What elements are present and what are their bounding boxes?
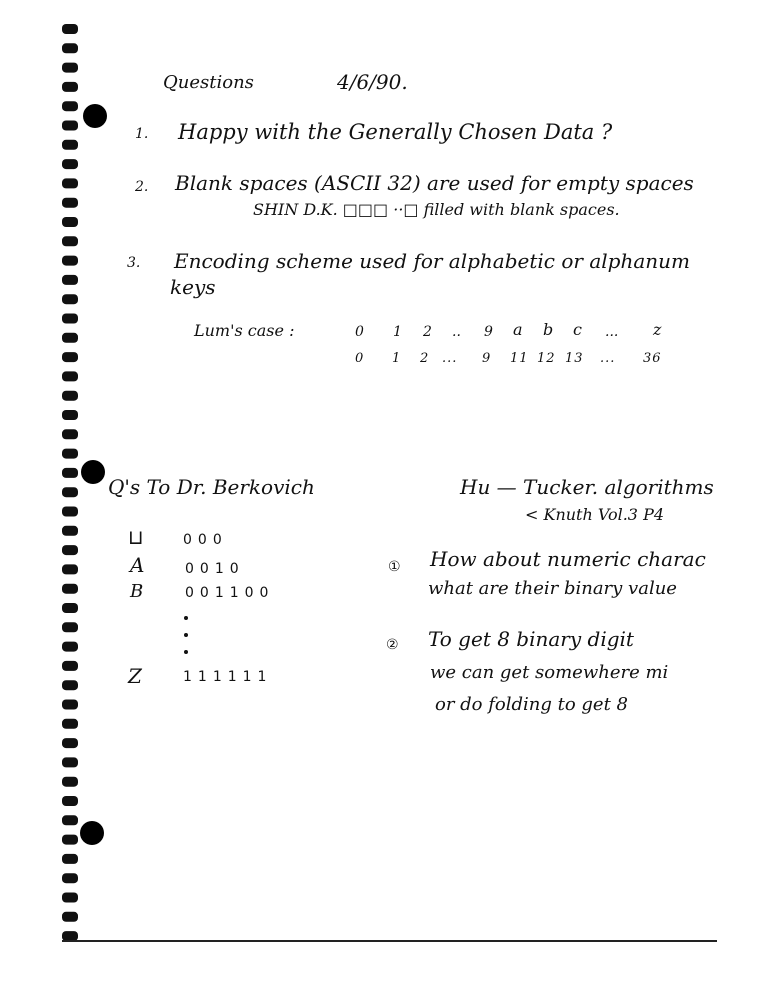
binder-hole-bottom: [80, 821, 104, 845]
lums-case-label: Lum's case :: [194, 321, 295, 340]
lums-row2-item: ...: [600, 351, 616, 366]
lums-row2-item: 36: [643, 351, 662, 366]
hu-tucker-title: Hu — Tucker. algorithms: [460, 475, 714, 499]
code-symbol: ⊔: [128, 525, 144, 549]
heading-date: 4/6/90.: [337, 70, 408, 94]
lums-row1-item: ..: [452, 324, 461, 340]
code-value: 0010: [185, 561, 245, 577]
code-value: 001100: [185, 585, 275, 601]
point-2-marker: ②: [386, 637, 399, 653]
lums-row1-item: a: [513, 320, 523, 339]
lums-row2-item: 1: [392, 351, 402, 366]
code-symbol: Z: [128, 664, 142, 688]
point-2-line-2: we can get somewhere mi: [430, 662, 669, 683]
lums-row1-item: 9: [484, 324, 493, 340]
lums-row1-item: z: [653, 320, 662, 339]
binder-hole-middle: [81, 460, 105, 484]
point-2-line-1: To get 8 binary digit: [428, 627, 634, 651]
hu-tucker-reference: < Knuth Vol.3 P4: [525, 505, 665, 524]
code-symbol: B: [130, 581, 144, 602]
lums-row1-item: 2: [423, 324, 432, 340]
question-1-number: 1.: [135, 126, 149, 142]
lums-row1-item: b: [543, 320, 554, 339]
question-3-text: Encoding scheme used for alphabetic or alphanum: [174, 249, 690, 273]
page-bottom-rule: [62, 940, 717, 942]
code-value: 000: [183, 532, 228, 548]
lums-row2-item: 2: [420, 351, 430, 366]
lums-row2-item: 0: [355, 351, 365, 366]
lums-row1-item: ...: [605, 324, 619, 340]
question-3-number: 3.: [127, 255, 141, 271]
point-1-marker: ①: [388, 559, 401, 575]
code-symbol: A: [130, 553, 145, 577]
heading-title: Questions: [163, 72, 254, 93]
question-2-number: 2.: [135, 179, 149, 195]
lums-row2-item: 9: [482, 351, 492, 366]
question-2-continuation: SHIN D.K. □□□ ··□ filled with blank spaces.: [253, 200, 620, 219]
question-1-text: Happy with the Generally Chosen Data ?: [178, 120, 613, 144]
code-value: 111111: [183, 669, 273, 685]
lums-row1-item: c: [573, 320, 582, 339]
binder-hole-top: [83, 104, 107, 128]
vertical-ellipsis: [180, 612, 192, 660]
lums-row2-item: ...: [442, 351, 458, 366]
lums-row2-item: 11: [510, 351, 529, 366]
berkovich-heading: Q's To Dr. Berkovich: [108, 475, 315, 499]
point-2-line-3: or do folding to get 8: [435, 694, 628, 715]
point-1-line-1: How about numeric charac: [430, 547, 706, 571]
lums-row2-item: 12: [537, 351, 556, 366]
point-1-line-2: what are their binary value: [428, 578, 677, 599]
lums-row1-item: 1: [393, 324, 402, 340]
lums-row2-item: 13: [565, 351, 584, 366]
question-3-continuation: keys: [170, 275, 216, 299]
question-2-text: Blank spaces (ASCII 32) are used for empty spaces: [175, 171, 694, 195]
binder-holes: [0, 0, 120, 992]
lums-row1-item: 0: [355, 324, 364, 340]
